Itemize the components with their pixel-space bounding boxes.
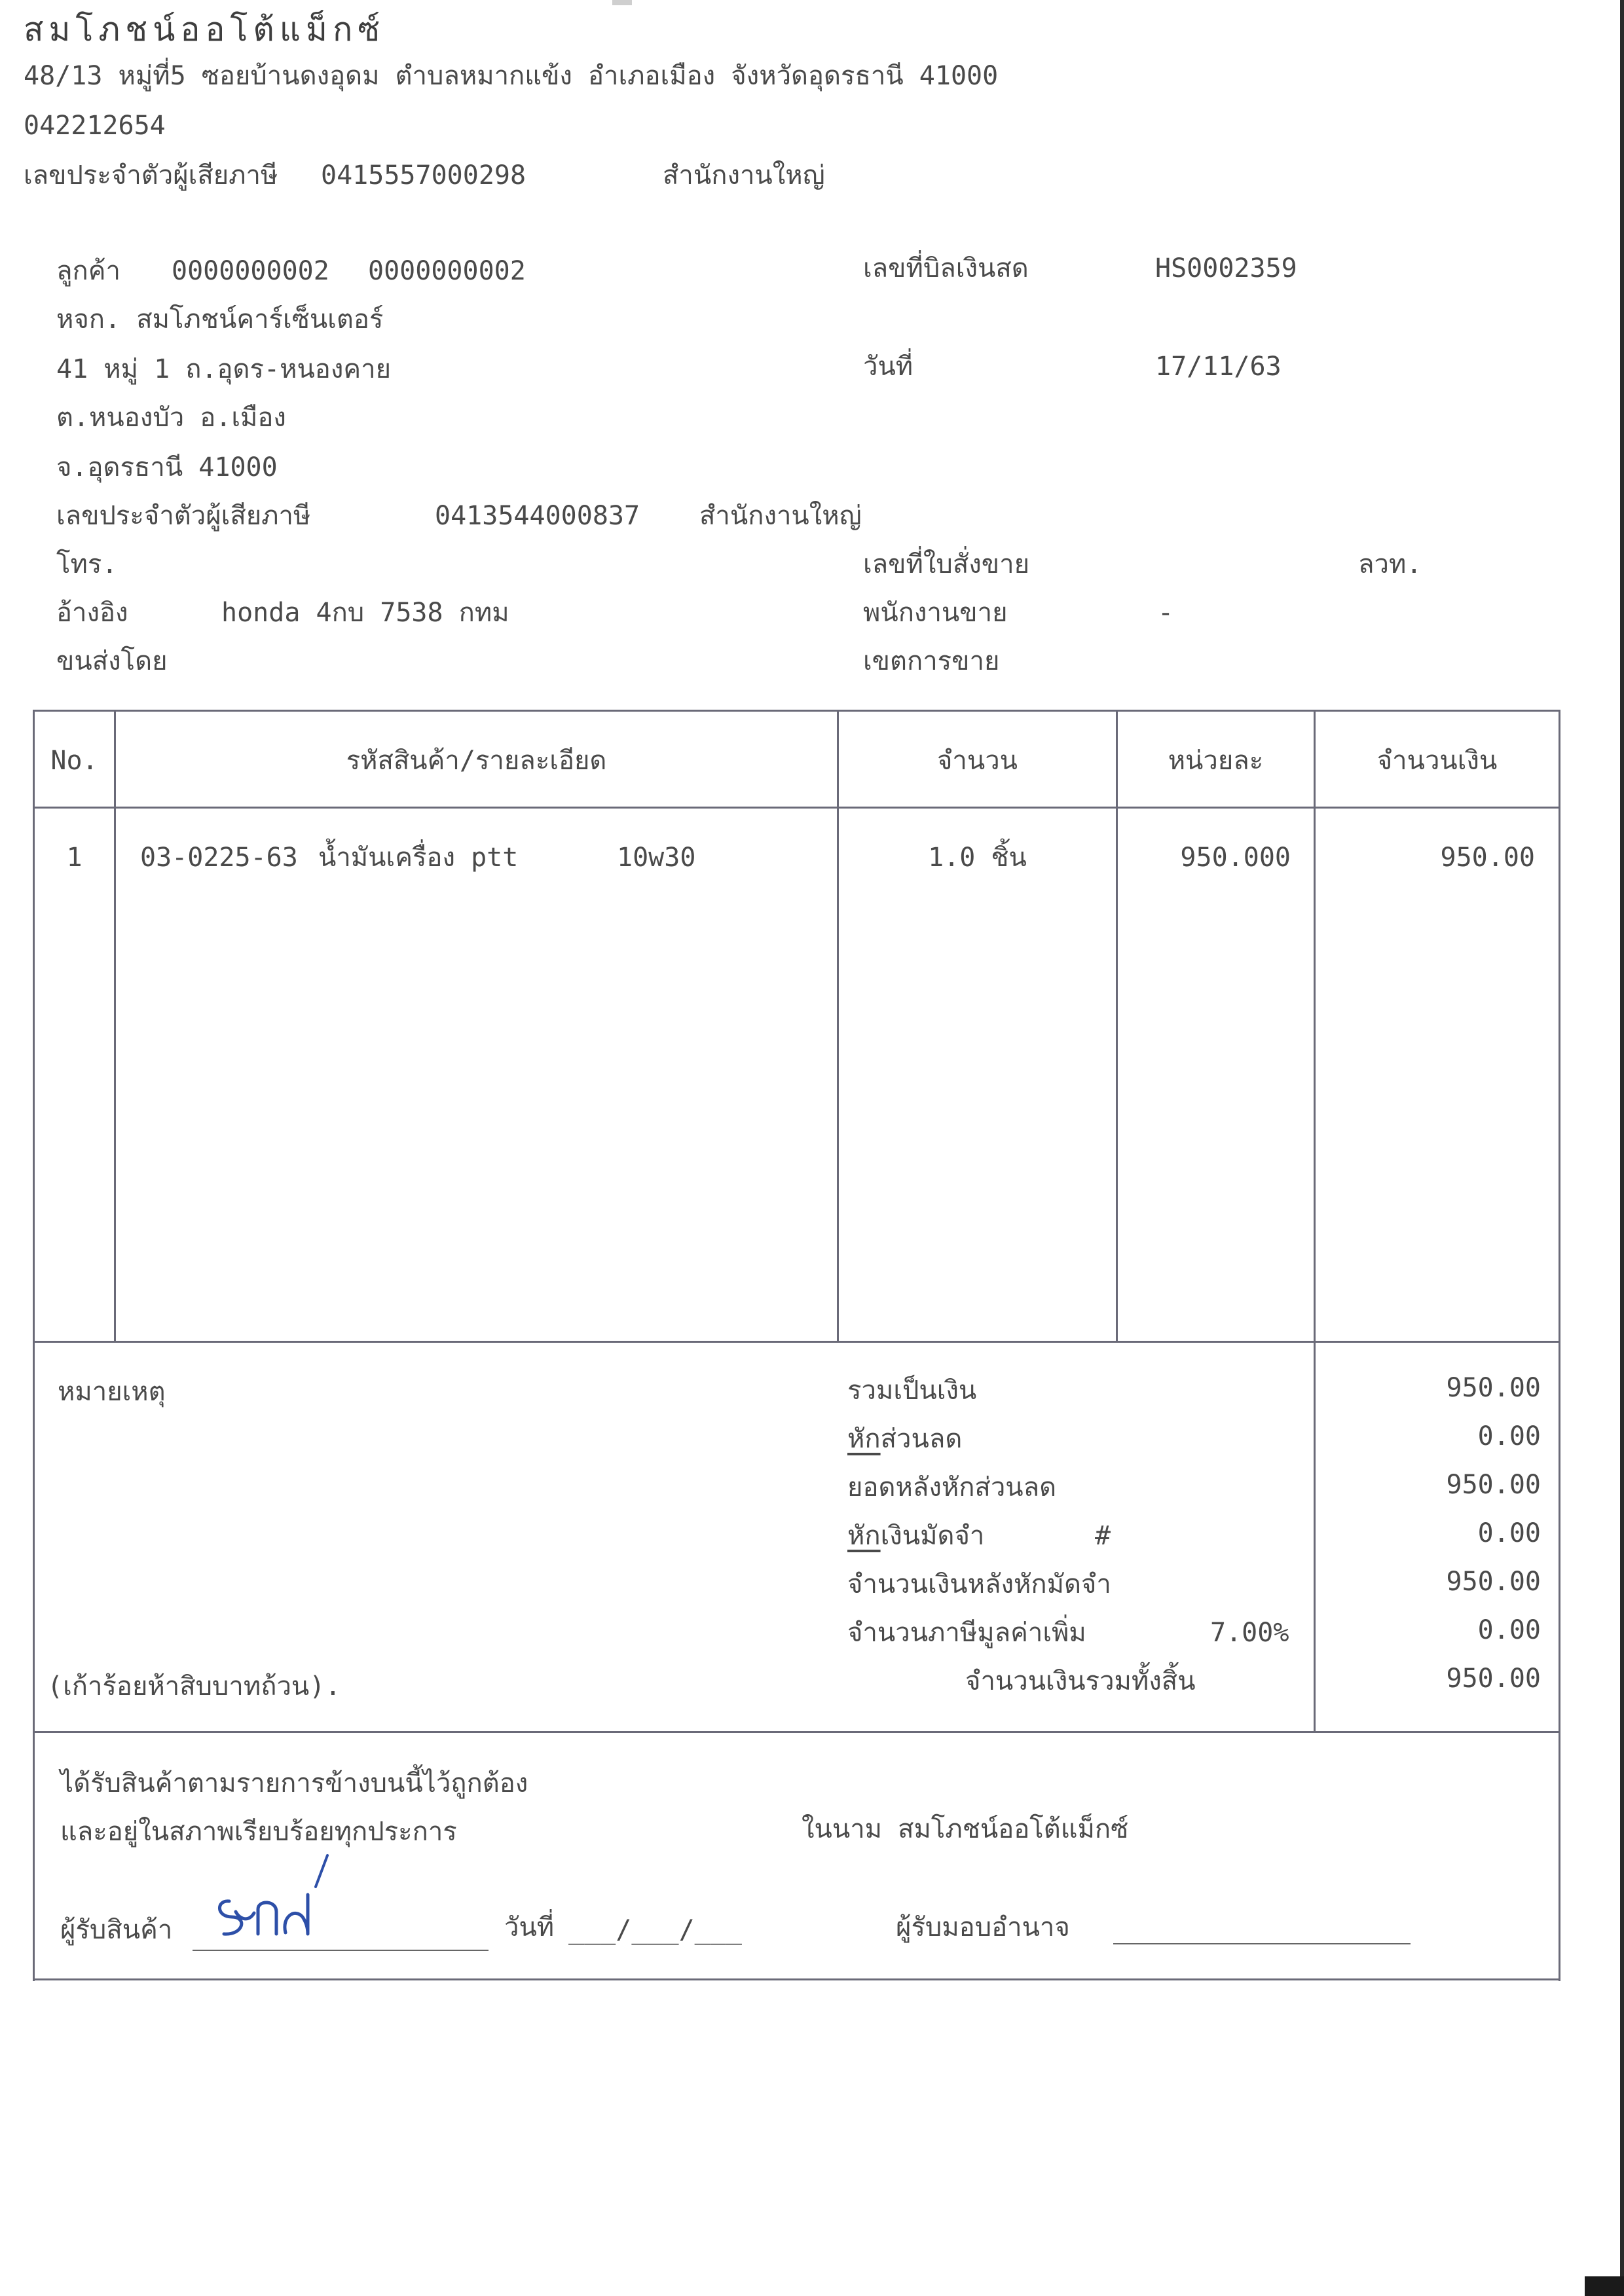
header-no: No. <box>50 746 98 776</box>
seller-phone: 042212654 <box>24 111 166 141</box>
authorized-signature-line <box>1113 1943 1411 1944</box>
after-discount-value: 950.00 <box>1446 1470 1541 1500</box>
footer-bottom-border <box>33 1978 1560 1980</box>
seller-address: 48/13 หมู่ที่5 ซอยบ้านดงอุดม ตำบลหมากแข้ง อำเภอเมือง จังหวัดอุดรธานี 41000 <box>24 61 999 91</box>
customer-address-2: ต.หนองบัว อ.เมือง <box>56 403 286 433</box>
receive-date-blank: ___/___/___ <box>568 1915 742 1945</box>
subtotal-value: 950.00 <box>1446 1373 1541 1403</box>
deposit-label-prefix: หัก <box>847 1521 881 1551</box>
remark-label: หมายเหตุ <box>58 1377 166 1407</box>
customer-code-2: 0000000002 <box>368 256 526 286</box>
row-amount: 950.00 <box>1440 843 1535 873</box>
discount-label-prefix: หัก <box>847 1424 881 1454</box>
seller-name: สมโภชน์ออโต้แม็กซ์ <box>24 10 386 48</box>
deposit-mark: # <box>1095 1521 1111 1551</box>
table-header-divider <box>33 807 1560 809</box>
deposit-label <box>847 1523 984 1549</box>
after-deposit-value: 950.00 <box>1446 1567 1541 1597</box>
receiver-signature-line <box>193 1950 489 1951</box>
discount-value: 0.00 <box>1477 1421 1541 1451</box>
received-statement-2: และอยู่ในสภาพเรียบร้อยทุกประการ <box>60 1817 457 1847</box>
customer-name: หจก. สมโภชน์คาร์เซ็นเตอร์ <box>56 304 384 335</box>
customer-branch: สำนักงานใหญ่ <box>699 501 862 531</box>
bill-date-label: วันที่ <box>863 352 913 382</box>
customer-tax-id-label: เลขประจำตัวผู้เสียภาษี <box>56 501 311 531</box>
scan-artifact <box>612 0 632 5</box>
on-behalf-of: ในนาม สมโภชน์ออโต้แม็กซ์ <box>802 1814 1129 1844</box>
receiver-signature <box>210 1849 341 1947</box>
seller-tax-id-label: เลขประจำตัวผู้เสียภาษี <box>24 160 278 191</box>
customer-tax-id: 0413544000837 <box>435 501 640 531</box>
table-left-border <box>33 710 35 1981</box>
after-deposit-label: จำนวนเงินหลังหักมัดจำ <box>847 1569 1111 1599</box>
vat-rate: 7.00% <box>1210 1618 1289 1648</box>
row-spec: 10w30 <box>617 843 696 873</box>
bill-date-value: 17/11/63 <box>1155 352 1282 382</box>
col-divider-no <box>114 710 116 1342</box>
customer-ref-label: อ้างอิง <box>56 598 128 628</box>
bill-no-value: HS0002359 <box>1155 253 1297 283</box>
amount-in-words: (เก้าร้อยห้าสิบบาทถ้วน). <box>47 1671 341 1702</box>
sales-area-label: เขตการขาย <box>863 646 1000 676</box>
row-quantity: 1.0 ชิ้น <box>928 843 1027 873</box>
discount-label <box>847 1426 962 1452</box>
table-right-border <box>1559 710 1560 1981</box>
bill-no-label: เลขที่บิลเงินสด <box>863 253 1029 283</box>
summary-bottom-border <box>33 1731 1560 1733</box>
deposit-value: 0.00 <box>1477 1518 1541 1548</box>
table-top-border <box>33 710 1560 712</box>
scan-corner <box>1585 2276 1624 2296</box>
col-divider-desc <box>837 710 839 1342</box>
deposit-label-rest: เงินมัดจำ <box>880 1521 985 1551</box>
header-description: รหัสสินค้า/รายละเอียด <box>346 746 607 776</box>
seller-branch: สำนักงานใหญ่ <box>663 160 825 191</box>
customer-label: ลูกค้า <box>56 256 120 286</box>
vat-label: จำนวนภาษีมูลค่าเพิ่ม <box>847 1618 1086 1648</box>
scan-edge <box>1620 0 1624 2296</box>
seller-tax-id: 0415557000298 <box>321 160 526 191</box>
salesperson-label: พนักงานขาย <box>863 598 1008 628</box>
row-no: 1 <box>66 843 83 873</box>
customer-ship-label: ขนส่งโดย <box>56 646 168 676</box>
customer-address-3: จ.อุดรธานี 41000 <box>56 452 278 483</box>
header-amount: จำนวนเงิน <box>1376 746 1498 776</box>
salesperson-value: - <box>1158 598 1174 628</box>
grand-total-value: 950.00 <box>1446 1664 1541 1694</box>
subtotal-label: รวมเป็นเงิน <box>847 1376 977 1406</box>
vat-value: 0.00 <box>1477 1615 1541 1645</box>
items-bottom-border <box>33 1341 1560 1343</box>
customer-code-1: 0000000002 <box>172 256 329 286</box>
authorized-label: ผู้รับมอบอำนาจ <box>896 1912 1070 1942</box>
header-quantity: จำนวน <box>936 746 1018 776</box>
received-statement-1: ได้รับสินค้าตามรายการข้างบนนี้ไว้ถูกต้อง <box>60 1768 528 1798</box>
col-divider-qty <box>1116 710 1118 1342</box>
customer-ref-value: honda 4กบ 7538 กทม <box>221 598 509 628</box>
row-unit-price: 950.000 <box>1180 843 1291 873</box>
customer-address-1: 41 หมู่ 1 ถ.อุดร-หนองคาย <box>56 354 392 384</box>
discount-label-rest: ส่วนลด <box>880 1424 963 1454</box>
customer-phone-label: โทร. <box>56 549 118 579</box>
sales-order-value: ลวท. <box>1358 549 1422 579</box>
sales-order-label: เลขที่ใบสั่งขาย <box>863 549 1030 579</box>
header-unit-price: หน่วยละ <box>1168 746 1264 776</box>
row-item-code: 03-0225-63 <box>140 843 298 873</box>
grand-total-label: จำนวนเงินรวมทั้งสิ้น <box>965 1666 1196 1696</box>
row-description: น้ำมันเครื่อง ptt <box>318 843 519 873</box>
receiver-label: ผู้รับสินค้า <box>60 1915 173 1945</box>
receive-date-label: วันที่ <box>504 1912 555 1942</box>
after-discount-label: ยอดหลังหักส่วนลด <box>847 1472 1057 1503</box>
